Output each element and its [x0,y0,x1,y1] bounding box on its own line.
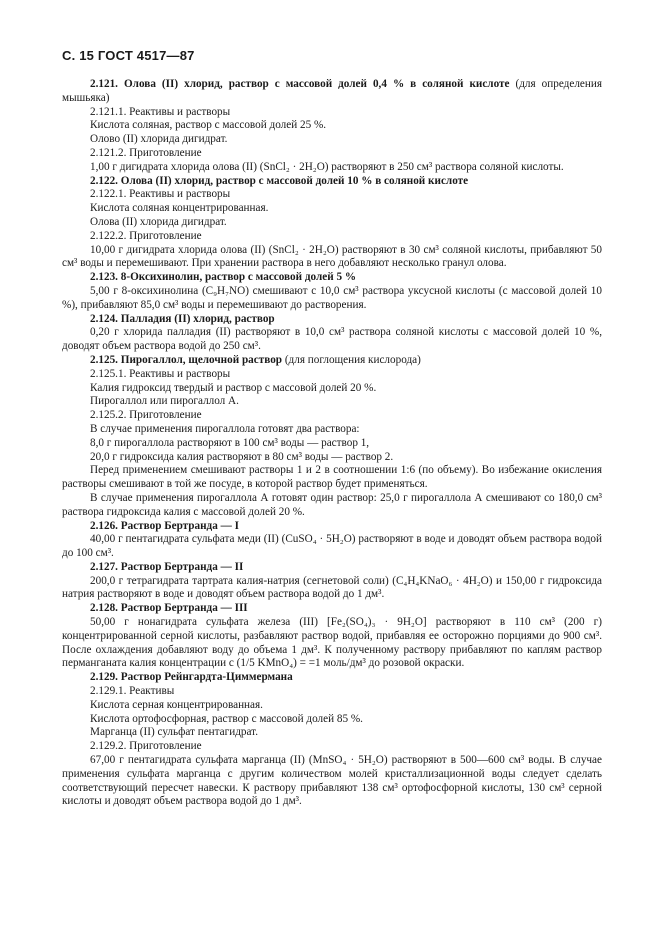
paragraph: 0,20 г хлорида палладия (II) растворяют в 10,0 см³ раствора соляной кислоты с массовой долей 10 %, доводят объем раствора водой до 250 см³. [62,326,602,353]
paragraph: 8,0 г пирогаллола растворяют в 100 см³ воды — раствор 1, [90,436,370,449]
document-body [62,78,602,809]
paragraph: Кислота соляная концентрированная. [90,202,269,215]
section-title: 2.126. Раствор Бертранда — I [90,519,239,532]
paragraph: 2.122.1. Реактивы и растворы [90,188,231,201]
section-2-121 [62,78,602,106]
paragraph: 2.129.2. Приготовление [90,740,202,753]
paragraph: В случае применения пирогаллола готовят два раствора: [90,422,360,435]
paragraph: Кислота соляная, раствор с массовой долей 25 %. [90,119,327,132]
paragraph: 2.121.1. Реактивы и растворы [90,105,231,118]
paragraph: 2.129.1. Реактивы [90,685,175,698]
section-2-122 [62,175,602,189]
paragraph: 2.125.1. Реактивы и растворы [90,367,231,380]
paragraph: В случае применения пирогаллола А готовят один раствор: 25,0 г пирогаллола А смешивают со 180,0 см³ раствора гидроксида калия с массовой долей 20 %. [62,491,602,518]
page-header: С. 15 ГОСТ 4517—87 [62,48,195,63]
paragraph: 5,00 г 8-оксихинолина (C₉H₇NO) смешивают с 10,0 см³ раствора уксусной кислоты (с массовой долей 10 %), прибавляют 85,0 см³ воды и перемешивают до растворения. [62,284,602,311]
section-2-124 [62,313,602,327]
paragraph: Марганца (II) сульфат пентагидрат. [90,726,259,739]
paragraph: 50,00 г нонагидрата сульфата железа (III) [Fe₂(SO₄)₃ · 9H₂O] растворяют в 110 см³ (200 г) концентрированной серной кислоты, разбавляют раствор водой, прибавляя ее осторожно порциями до 900 см³. После охлаждения добавляют воду до объема 1 дм³. К полученному раствору прибавляют по каплям раствор перманганата калия концентрации с (1/5 KMnO₄) = =1 моль/дм³ до розовой окраски. [62,616,602,670]
paragraph: Олово (II) хлорида дигидрат. [90,133,228,146]
section-2-127 [62,561,602,575]
section-title: 2.123. 8-Оксихинолин, раствор с массовой долей 5 % [90,271,357,284]
section-2-129 [62,671,602,685]
paragraph: 2.125.2. Приготовление [90,409,202,422]
section-title: 2.128. Раствор Бертранда — III [90,602,248,615]
section-2-123 [62,271,602,285]
paragraph: Кислота серная концентрированная. [90,698,263,711]
paragraph: 2.121.2. Приготовление [90,146,202,159]
paragraph: 2.122.2. Приготовление [90,229,202,242]
paragraph: Кислота ортофосфорная, раствор с массовой долей 85 %. [90,712,363,725]
paragraph: 1,00 г дигидрата хлорида олова (II) (SnCl₂ · 2H₂O) растворяют в 250 см³ раствора соляной кислоты. [90,160,564,173]
paragraph: Калия гидроксид твердый и раствор с массовой долей 20 %. [90,381,377,394]
paragraph: 67,00 г пентагидрата сульфата марганца (II) (MnSO₄ · 5H₂O) растворяют в 500—600 см³ воды. В случае применения сульфата марганца с другим количеством молей кристаллизационной воды следует сделать соответствующий пересчет навески. К раствору прибавляют 138 см³ ортофосфорной кислоты, 130 см³ серной кислоты и доводят объем раствора водой до 1 дм³. [62,754,602,808]
paragraph: 200,0 г тетрагидрата тартрата калия-натрия (сегнетовой соли) (C₄H₄KNaO₆ · 4H₂O) и 150,00 г гидроксида натрия растворяют в воде и доводят объем раствора водой до 1 дм³. [62,574,602,601]
paragraph: 20,0 г гидроксида калия растворяют в 80 см³ воды — раствор 2. [90,450,394,463]
section-2-125 [62,354,602,368]
paragraph: Пирогаллол или пирогаллол А. [90,395,239,408]
section-2-126 [62,520,602,534]
section-note: (для поглощения кислорода) [282,353,421,366]
section-title: 2.122. Олова (II) хлорид, раствор с массовой долей 10 % в соляной кислоте [90,174,469,187]
section-2-128 [62,602,602,616]
paragraph: Олова (II) хлорида дигидрат. [90,215,227,228]
section-title: 2.129. Раствор Рейнгардта-Циммермана [90,671,293,684]
paragraph: 10,00 г дигидрата хлорида олова (II) (SnCl₂ · 2H₂O) растворяют в 30 см³ соляной кислоты, прибавляют 50 см³ воды и перемешивают. При хранении раствора в него добавляют несколько гранул олова. [62,243,602,270]
section-title: 2.124. Палладия (II) хлорид, раствор [90,312,275,325]
section-title: 2.125. Пирогаллол, щелочной раствор [90,353,283,366]
paragraph: Перед применением смешивают растворы 1 и 2 в соотношении 1:6 (по объему). Во избежание окисления растворы смешивают в той же посуде, в которой раствор будет применяться. [62,464,602,491]
section-title: 2.121. Олова (II) хлорид, раствор с массовой долей 0,4 % в соляной кислоте [90,78,510,90]
paragraph: 40,00 г пентагидрата сульфата меди (II) (CuSO₄ · 5H₂O) растворяют в воде и доводят объем раствора водой до 100 см³. [62,533,602,560]
section-note: (для определения мышьяка) [62,78,602,104]
section-title: 2.127. Раствор Бертранда — II [90,560,244,573]
